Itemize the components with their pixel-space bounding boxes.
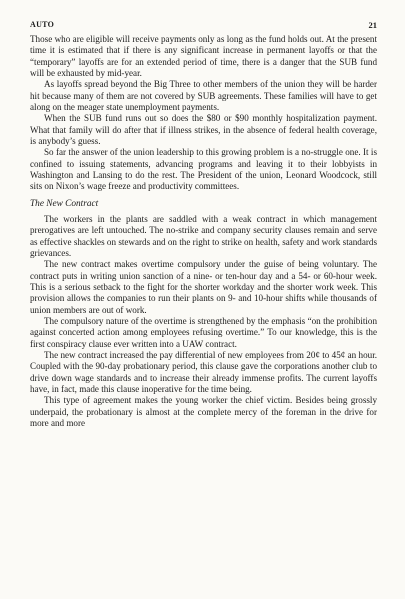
paragraph: The compulsory nature of the overtime is strengthened by the emphasis “on the prohibition against concerted action among employees refusing overtime.” To our knowledge, this is the first conspiracy clause ever written into a UAW contract. [30, 315, 377, 349]
section-heading: The New Contract [30, 198, 99, 209]
paragraph: As layoffs spread beyond the Big Three to other members of the union they will be harder hit because many of them are not covered by SUB agreements. These families will have to get along on the meager state unemployment payments. [30, 79, 377, 113]
page-number: 21 [368, 20, 377, 30]
paragraph: Those who are eligible will receive payments only as long as the fund holds out. At the present time it is estimated that if there is any significant increase in permanent layoffs or that the “temporary” layoffs are for an extended period of time, there is a danger that the SUB fund will be exhausted by mid-year. [30, 34, 377, 79]
running-head [30, 20, 377, 34]
paragraph: The workers in the plants are saddled with a weak contract in which management prerogatives are left untouched. The no-strike and company security clauses remain and serve as effective shackles on stewards and on the right to strike on health, safety and work standards grievances. [30, 213, 377, 258]
running-head-title: AUTO [30, 20, 55, 29]
section-intro [30, 34, 377, 193]
section-new-contract [30, 214, 377, 430]
paragraph: When the SUB fund runs out so does the $80 or $90 monthly hospitalization payment. What that family will do after that if illness strikes, in the absence of federal health coverage, is anybody’s guess. [30, 113, 377, 147]
paragraph: The new contract makes overtime compulsory under the guise of being voluntary. The contract puts in writing union sanction of a nine- or ten-hour day and a 54- or 60-hour week. This is a serious setback to the fight for the shorter workday and the shorter work week. This provision allows the companies to run their plants on 9- and 10-hour shifts while thousands of union members are out of work. [30, 259, 377, 315]
paragraph: So far the answer of the union leadership to this growing problem is a no-struggle one. It is confined to issuing statements, advancing programs and leaving it to their lobbyists in Washington and Lansing to do the rest. The President of the union, Leonard Woodcock, still sits on Nixon’s wage freeze and productivity committees. [30, 147, 377, 192]
paragraph: This type of agreement makes the young worker the chief victim. Besides being grossly underpaid, the probationary is almost at the complete mercy of the foreman in the drive for more and more [30, 395, 377, 428]
page [30, 20, 377, 429]
paragraph: The new contract increased the pay differential of new employees from 20¢ to 45¢ an hour. Coupled with the 90-day probationary period, this clause gave the corporations another club to drive down wage standards and to increase their already immense profits. The current layoffs have, in fact, made this clause inoperative for the time being. [30, 349, 377, 394]
